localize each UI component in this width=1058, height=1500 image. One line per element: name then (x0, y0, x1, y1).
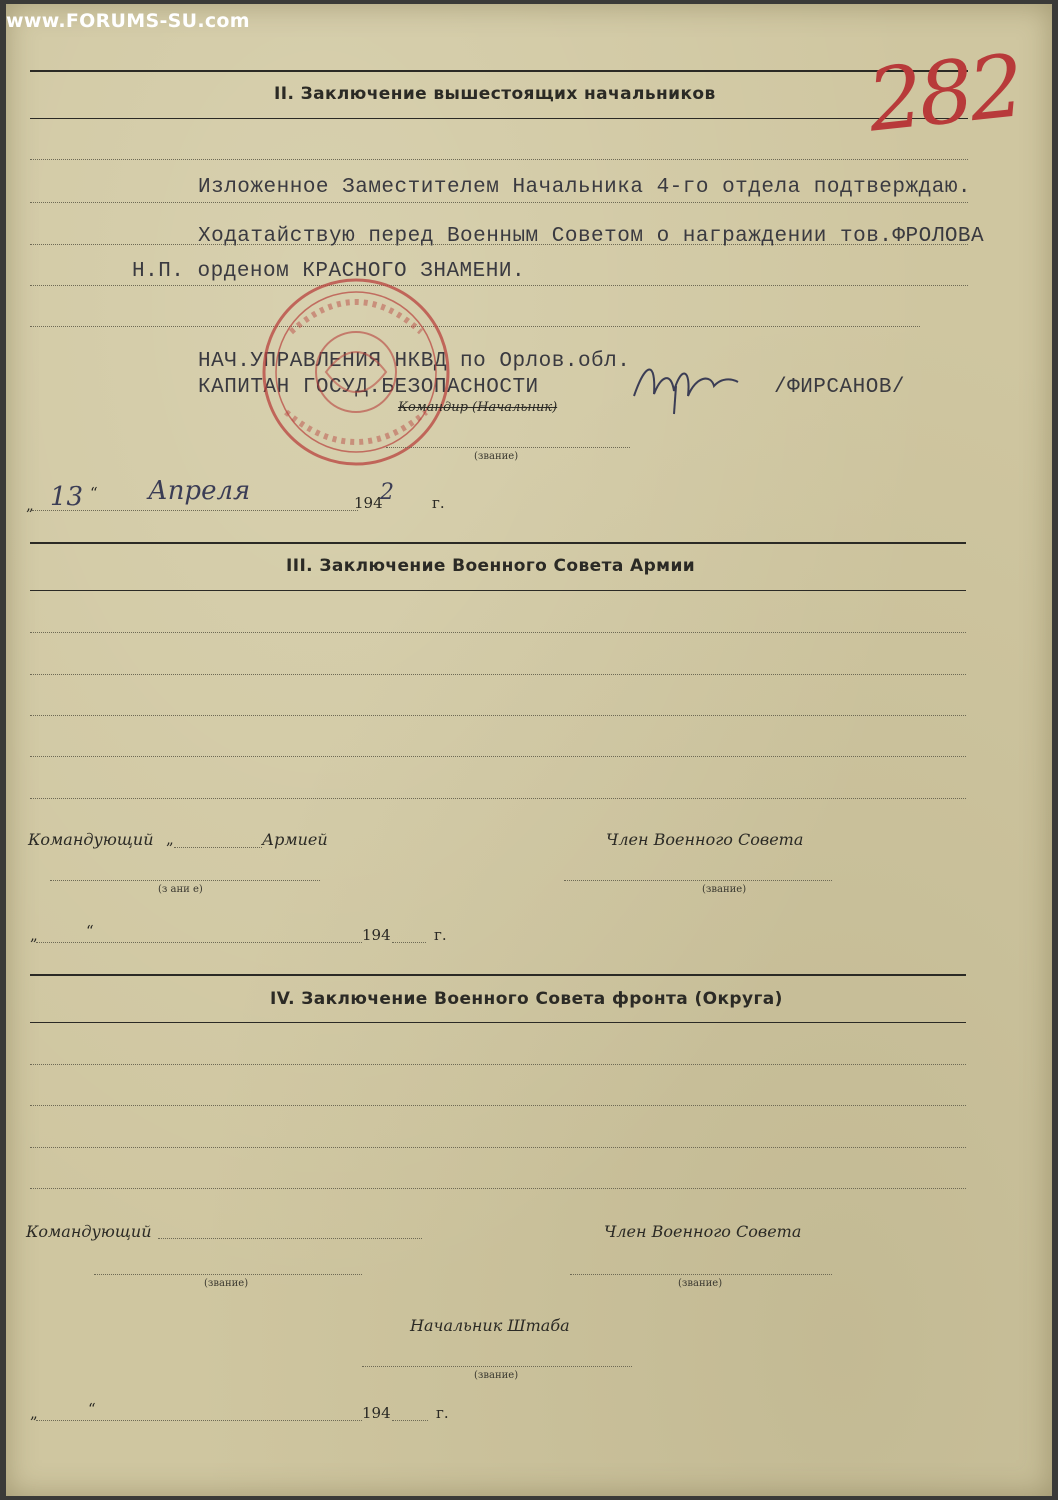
front-commander-label: Командующий (26, 1222, 152, 1241)
section4-top-rule (30, 974, 966, 976)
form-line (30, 285, 968, 286)
form-line (30, 1064, 966, 1065)
body-line-2: Ходатайствую перед Военным Советом о награждении тов.ФРОЛОВА (198, 225, 985, 248)
date-year-prefix: 194 (354, 494, 383, 512)
rank-line (386, 447, 630, 448)
signature (626, 356, 746, 416)
date-line (32, 510, 358, 511)
army-number-line (174, 847, 262, 848)
section4-title: IV. Заключение Военного Совета фронта (Округа) (270, 989, 783, 1009)
document-page (6, 4, 1052, 1496)
army-label: Армией (262, 830, 328, 849)
front-member-label: Член Военного Совета (604, 1222, 802, 1241)
rank-line (570, 1274, 832, 1275)
chief-of-staff-label: Начальник Штаба (410, 1316, 570, 1335)
year-unit: г. (436, 1404, 449, 1422)
rank-line (94, 1274, 362, 1275)
rank-caption-right: (звание) (702, 884, 747, 895)
form-line (30, 326, 920, 327)
year-line (392, 942, 426, 943)
signer-position: НАЧ.УПРАВЛЕНИЯ НКВД по Орлов.обл. (198, 350, 631, 373)
signer-name: /ФИРСАНОВ/ (774, 376, 906, 399)
date-line (36, 942, 362, 943)
body-line-1: Изложенное Заместителем Начальника 4-го отдела подтверждаю. (198, 176, 972, 199)
body-line-3: Н.П. орденом КРАСНОГО ЗНАМЕНИ. (132, 260, 526, 283)
rank-caption-left: (з ани е) (158, 884, 203, 895)
year-unit: г. (434, 926, 447, 944)
section3-top-rule (30, 542, 966, 544)
army-commander-label: Командующий (28, 830, 154, 849)
date-month: Апреля (148, 476, 251, 506)
date-year-prefix: 194 (362, 1404, 391, 1422)
army-quote-open: „ (166, 830, 174, 848)
front-commander-line (158, 1238, 422, 1239)
section3-title-rule (30, 590, 966, 591)
form-line (30, 202, 968, 203)
rank-line (564, 880, 832, 881)
section2-title: II. Заключение вышестоящих начальников (274, 84, 716, 104)
year-line (392, 1420, 428, 1421)
form-line (30, 1147, 966, 1148)
form-line (30, 674, 966, 675)
date-quote-open: „ (30, 926, 38, 944)
army-member-label: Член Военного Совета (606, 830, 804, 849)
form-line (30, 159, 968, 160)
date-line (36, 1420, 362, 1421)
printed-role: Командир (Начальник) (398, 400, 558, 415)
date-quote-close: “ (86, 922, 94, 940)
rank-caption-chief: (звание) (474, 1370, 519, 1381)
official-stamp (256, 272, 456, 472)
watermark: www.FORUMS-SU.com (6, 10, 250, 32)
date-quote-open: „ (30, 1404, 38, 1422)
section4-title-rule (30, 1022, 966, 1023)
form-line (30, 756, 966, 757)
date-quote-close: “ (88, 1400, 96, 1418)
top-rule (30, 70, 968, 72)
form-line (30, 798, 966, 799)
date-quote-close: “ (90, 484, 98, 502)
form-line (30, 715, 966, 716)
rank-caption-left: (звание) (204, 1278, 249, 1289)
signer-rank: КАПИТАН ГОСУД.БЕЗОПАСНОСТИ (198, 376, 539, 399)
date-quote-open: „ (26, 496, 34, 514)
rank-line (362, 1366, 632, 1367)
rank-line (50, 880, 320, 881)
form-line (30, 632, 966, 633)
archive-number: 282 (863, 36, 1025, 152)
rank-caption: (звание) (474, 451, 519, 462)
rank-caption-right: (звание) (678, 1278, 723, 1289)
date-year-suffix: 2 (380, 480, 394, 505)
form-line (30, 1188, 966, 1189)
date-day: 13 (50, 482, 84, 512)
form-line (30, 1105, 966, 1106)
section3-title: III. Заключение Военного Совета Армии (286, 556, 696, 576)
section2-title-rule (30, 118, 968, 119)
date-year-prefix: 194 (362, 926, 391, 944)
year-unit: г. (432, 494, 445, 512)
